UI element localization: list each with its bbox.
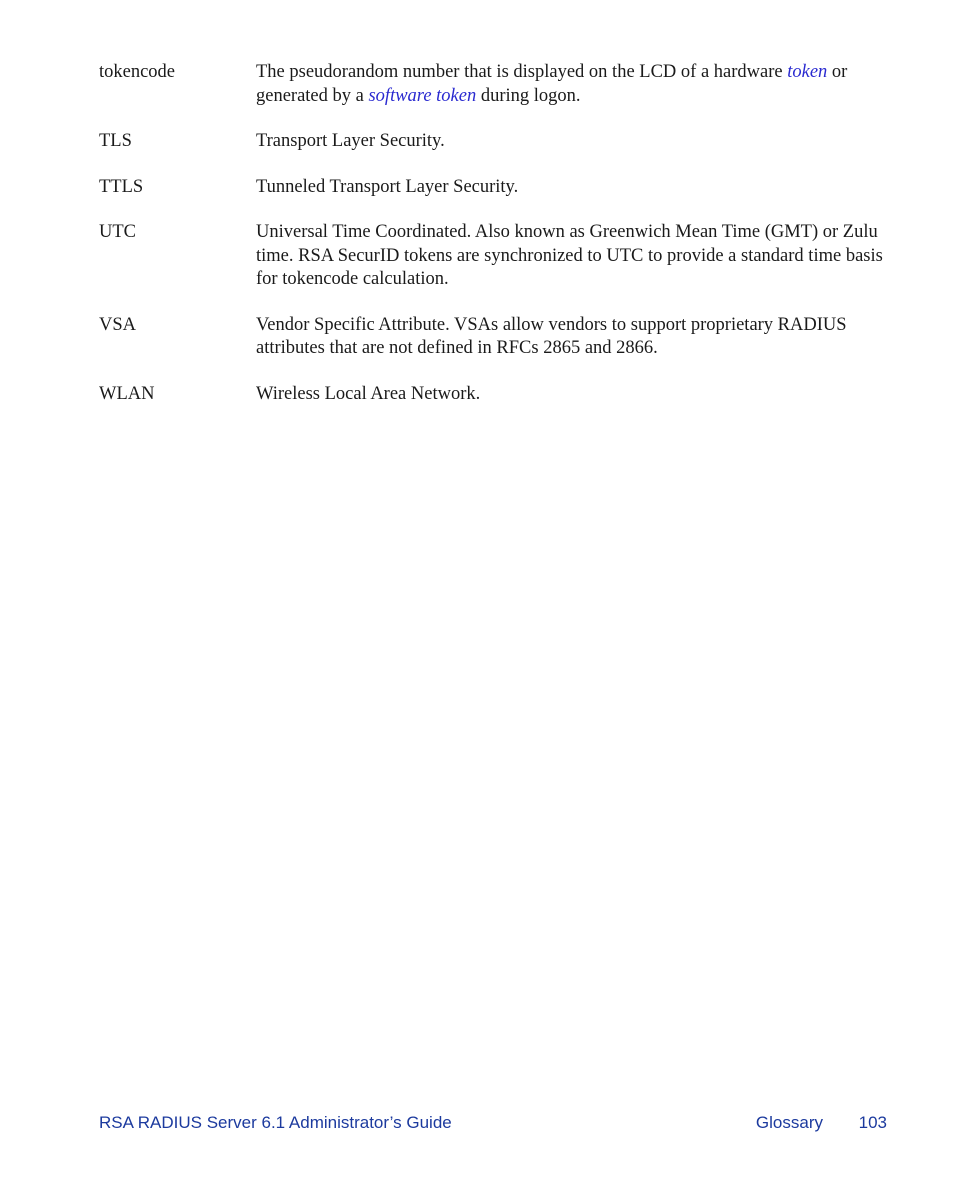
glossary-term: TLS [99,131,132,151]
definition-text: The pseudorandom number that is displayed on the LCD of a hardware [256,62,788,82]
glossary-entry-ttls [99,176,899,200]
glossary-entry-tls [99,130,899,154]
glossary-term: tokencode [99,62,176,82]
token-link[interactable]: token [787,62,828,82]
glossary-term: TTLS [99,176,144,197]
glossary-term: VSA [99,314,137,335]
software-token-link[interactable]: software token [368,85,477,106]
glossary-entry-tokencode [99,61,899,108]
glossary-definition: Wireless Local Area Network. [256,383,481,404]
glossary-definition [256,61,899,108]
glossary-definition: Vendor Specific Attribute. VSAs allow vendors to support proprietary RADIUS attributes that are not defined in RFCs 2865 and 2866. [256,314,847,358]
definition-text: during logon. [476,85,581,106]
glossary-entry-wlan [99,383,899,407]
glossary-definition: Transport Layer Security. [256,131,445,151]
page-number: 103 [858,1113,887,1132]
definition-text: or generated by a [256,62,848,106]
glossary-entry-vsa [99,314,899,361]
glossary-definition: Tunneled Transport Layer Security. [256,176,519,197]
footer-doc-title: RSA RADIUS Server 6.1 Administrator’s Guide [99,1113,452,1132]
glossary-list [99,61,899,428]
page-footer [99,1113,887,1135]
glossary-term: WLAN [99,383,155,404]
glossary-definition: Universal Time Coordinated. Also known as Greenwich Mean Time (GMT) or Zulu time. RSA SecurID tokens are synchronized to UTC to provide a standard time basis for tokencode calculation. [256,222,883,289]
footer-section-name: Glossary [755,1113,823,1132]
glossary-entry-utc [99,221,899,292]
glossary-term: UTC [99,222,136,242]
